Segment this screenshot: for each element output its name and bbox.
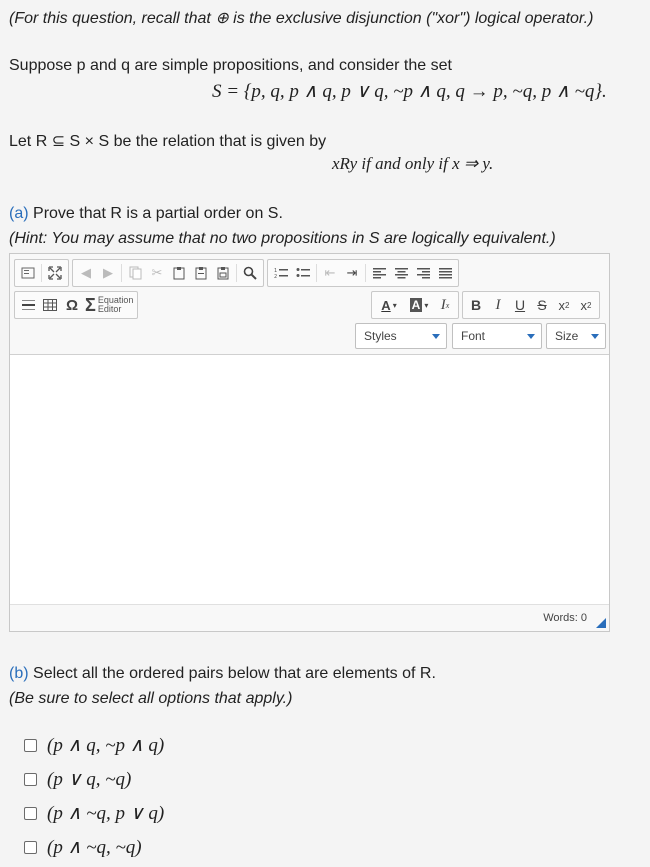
special-character-icon[interactable]: Ω xyxy=(65,296,79,314)
maximize-icon[interactable] xyxy=(44,262,66,284)
horizontal-line-icon[interactable] xyxy=(17,294,39,316)
part-b-prompt xyxy=(9,665,436,683)
sigma-icon: Σ xyxy=(85,294,96,315)
copy-icon[interactable] xyxy=(124,262,146,284)
suppose-text: Suppose p and q are simple propositions, and consider the set xyxy=(9,57,452,74)
option-checkbox[interactable] xyxy=(24,739,37,752)
bold-icon[interactable]: B xyxy=(470,297,482,313)
chevron-down-icon xyxy=(527,334,535,339)
equation-editor-button[interactable] xyxy=(83,294,135,316)
option-label: (p ∧ ~q, p ∨ q) xyxy=(47,802,165,824)
rich-text-editor xyxy=(9,253,610,632)
numbered-list-icon[interactable] xyxy=(270,262,292,284)
chevron-down-icon xyxy=(432,334,440,339)
editor-content-area[interactable] xyxy=(10,355,609,605)
styles-dropdown-label: Styles xyxy=(364,329,397,343)
font-dropdown[interactable] xyxy=(452,323,542,349)
part-b-note: (Be sure to select all options that apply.) xyxy=(9,690,293,707)
align-left-icon[interactable] xyxy=(368,262,390,284)
paste-icon[interactable] xyxy=(168,262,190,284)
indent-icon[interactable]: ⇥ xyxy=(346,265,358,280)
option-checkbox[interactable] xyxy=(24,841,37,854)
option-label: (p ∨ q, ~q) xyxy=(47,768,132,790)
toolbar-row-2 xyxy=(14,292,141,318)
part-b-label: (b) xyxy=(9,665,29,682)
option-label: (p ∧ q, ~p ∧ q) xyxy=(47,734,165,756)
redo-icon[interactable]: ▶ xyxy=(103,265,113,280)
part-a-label: (a) xyxy=(9,205,29,222)
option-row[interactable] xyxy=(24,802,164,824)
toolbar-group-edit xyxy=(72,259,264,287)
italic-icon[interactable]: I xyxy=(495,296,501,313)
paste-word-icon[interactable] xyxy=(212,262,234,284)
bulleted-list-icon[interactable] xyxy=(292,262,314,284)
size-dropdown-label: Size xyxy=(555,329,579,343)
undo-icon[interactable]: ◀ xyxy=(81,265,91,280)
remove-format-icon[interactable]: I x xyxy=(440,296,450,313)
superscript-icon[interactable]: x 2 xyxy=(580,297,592,313)
toolbar-group-lists xyxy=(267,259,459,287)
cut-icon[interactable]: ✂ xyxy=(151,265,163,280)
svg-text:1: 1 xyxy=(274,268,278,274)
align-right-icon[interactable] xyxy=(412,262,434,284)
toolbar-group-insert xyxy=(14,291,138,319)
find-icon[interactable] xyxy=(239,262,261,284)
option-row[interactable] xyxy=(24,836,142,858)
toolbar-separator xyxy=(236,264,237,282)
option-row[interactable] xyxy=(24,768,131,790)
toolbar-separator xyxy=(365,264,366,282)
toolbar-separator xyxy=(316,264,317,282)
font-dropdown-label: Font xyxy=(461,329,486,343)
toolbar-row-1 xyxy=(14,260,462,286)
relation-text: Let R ⊆ S × S be the relation that is given by xyxy=(9,133,327,150)
option-row[interactable] xyxy=(24,734,164,756)
word-count: Words: 0 xyxy=(543,612,587,624)
underline-icon[interactable]: U xyxy=(514,297,526,313)
toolbar-group-view xyxy=(14,259,69,287)
option-checkbox[interactable] xyxy=(24,773,37,786)
background-color-icon: A xyxy=(411,298,421,312)
justify-icon[interactable] xyxy=(434,262,456,284)
equation-editor-label-line-1: Equation xyxy=(97,295,134,305)
outdent-icon[interactable]: ⇤ xyxy=(324,265,336,280)
text-color-button[interactable] xyxy=(374,294,404,316)
part-b-text: Select all the ordered pairs below that are elements of R. xyxy=(33,665,436,682)
equation-editor-label-line-2: Editor xyxy=(97,304,122,314)
background-color-button[interactable] xyxy=(404,294,434,316)
paste-text-icon[interactable] xyxy=(190,262,212,284)
table-icon[interactable] xyxy=(39,294,61,316)
svg-text:2: 2 xyxy=(274,274,278,279)
intro-note: (For this question, recall that ⊕ is the exclusive disjunction ("xor") logical operator.) xyxy=(9,10,594,27)
toolbar-group-basic-styles xyxy=(462,291,600,319)
toolbar-separator xyxy=(41,264,42,282)
chevron-down-icon: ▾ xyxy=(392,300,397,310)
align-center-icon[interactable] xyxy=(390,262,412,284)
text-color-icon: A xyxy=(381,297,391,313)
part-a-text: Prove that R is a partial order on S. xyxy=(33,205,283,222)
size-dropdown[interactable] xyxy=(546,323,606,349)
option-checkbox[interactable] xyxy=(24,807,37,820)
chevron-down-icon: ▾ xyxy=(424,300,429,310)
editor-toolbar xyxy=(10,254,609,355)
resize-handle-icon[interactable] xyxy=(596,618,606,628)
part-a-hint: (Hint: You may assume that no two propositions in S are logically equivalent.) xyxy=(9,230,556,247)
set-definition: S = {p, q, p ∧ q, p ∨ q, ~p ∧ q, q → p, ~q, p ∧ ~q}. xyxy=(212,81,607,102)
toolbar-group-colors xyxy=(371,291,459,319)
toolbar-separator xyxy=(121,264,122,282)
editor-status-bar xyxy=(10,604,609,631)
subscript-icon[interactable]: x 2 xyxy=(558,297,570,313)
relation-definition: xRy if and only if x ⇒ y. xyxy=(332,154,494,173)
part-a-prompt xyxy=(9,205,283,223)
chevron-down-icon xyxy=(591,334,599,339)
styles-dropdown[interactable] xyxy=(355,323,447,349)
toolbar-row-2-formatting xyxy=(371,292,603,318)
source-icon[interactable] xyxy=(17,262,39,284)
equation-editor-label xyxy=(98,296,134,314)
strikethrough-icon[interactable]: S xyxy=(537,297,547,313)
option-label: (p ∧ ~q, ~q) xyxy=(47,836,142,858)
